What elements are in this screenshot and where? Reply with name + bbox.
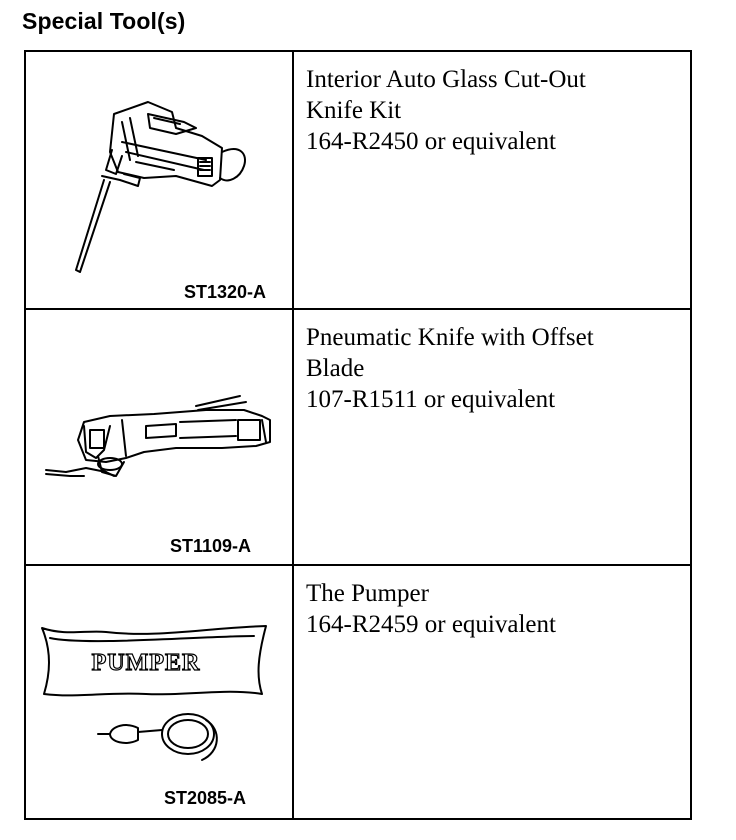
tool-part-number: 164-R2459 or equivalent [306, 611, 556, 638]
cut-out-knife-illustration [26, 52, 292, 308]
tool-name-line: The Pumper [306, 580, 429, 607]
tool-name-line: Knife Kit [306, 97, 402, 124]
tool-name-line: Interior Auto Glass Cut-Out [306, 66, 586, 93]
section-heading: Special Tool(s) [22, 8, 186, 34]
tool-description [294, 566, 690, 818]
tool-description [294, 310, 690, 564]
tool-image-cell [26, 566, 294, 818]
tool-name-line: Blade [306, 355, 365, 382]
pumper-bag-illustration [26, 566, 292, 816]
pneumatic-knife-illustration [26, 310, 292, 564]
table-row [26, 310, 690, 566]
table-row [26, 566, 690, 818]
tool-part-number: 164-R2450 or equivalent [306, 128, 556, 155]
tool-part-number: 107-R1511 or equivalent [306, 386, 556, 413]
figure-code: ST1320-A [184, 282, 267, 302]
tool-image-cell [26, 52, 294, 308]
figure-code: ST2085-A [164, 788, 247, 808]
table-row [26, 52, 690, 310]
special-tools-table [24, 50, 692, 820]
figure-code: ST1109-A [170, 536, 252, 556]
tool-name-line: Pneumatic Knife with Offset [306, 324, 594, 351]
bag-label: PUMPER [91, 650, 201, 676]
tool-description [294, 52, 690, 308]
tool-image-cell [26, 310, 294, 564]
